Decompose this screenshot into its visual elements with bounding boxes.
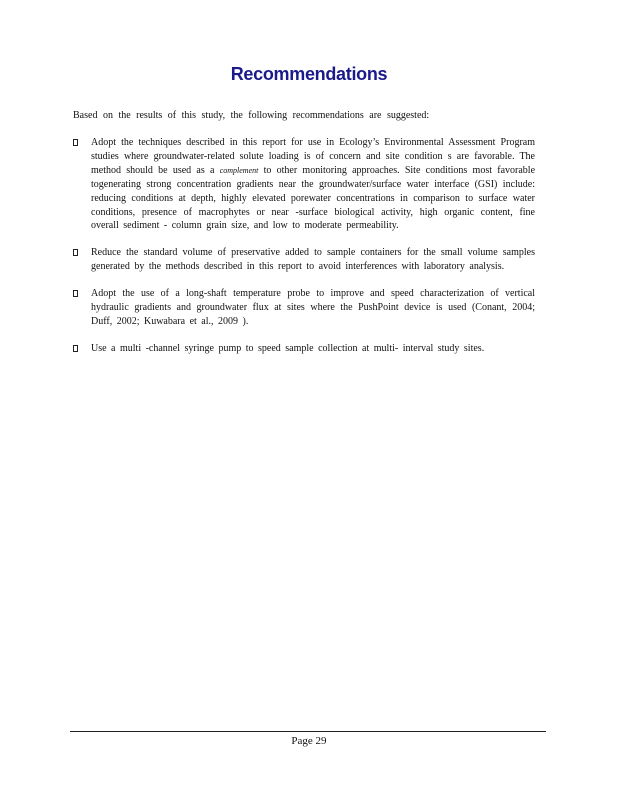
item-text: Use a multi -channel syringe pump to speed sample collection at multi- interval study sites. <box>91 342 485 354</box>
page-number: Page 29 <box>291 735 327 747</box>
list-item <box>73 287 535 329</box>
page-title: Recommendations <box>230 64 388 84</box>
item-emphasis: complement <box>219 165 259 175</box>
list-item <box>73 136 535 233</box>
item-text-start: Adopt the techniques described in this report for use in Ecology’s Environmental Assessment Program studies where groundwater-related solute loading is of concern and site condition s are favorable. The method should be used as a <box>91 137 535 176</box>
bullet-icon <box>73 290 78 297</box>
footer-rule <box>70 731 546 732</box>
list-item <box>73 342 535 356</box>
bullet-icon <box>73 345 78 352</box>
item-text: Adopt the use of a long-shaft temperature probe to improve and speed characterization of vertical hydraulic gradients and groundwater flux at sites where the PushPoint device is used (Conant, 2004; Duff, 2002; Kuwabara et al., 2009 ). <box>91 288 535 327</box>
item-text-end: to other monitoring approaches. Site conditions most favorable togenerating strong concentration gradients near the groundwater/surface water interface (GSI) include: reducing conditions at depth, highly elevated porewater concentrations in comparison to surface water conditions, presence of macrophytes or near -surface biological activity, high organic content, fine overall sediment - column grain size, and low to moderate permeability. <box>91 164 536 232</box>
item-text: Reduce the standard volume of preservative added to sample containers for the small volume samples generated by the methods described in this report to avoid interferences with laboratory analysis. <box>91 247 535 273</box>
bullet-icon <box>73 249 78 256</box>
recommendation-list <box>73 136 535 356</box>
bullet-icon <box>73 139 78 146</box>
list-item <box>73 246 535 274</box>
intro-paragraph: Based on the results of this study, the following recommendations are suggested: <box>73 110 430 121</box>
